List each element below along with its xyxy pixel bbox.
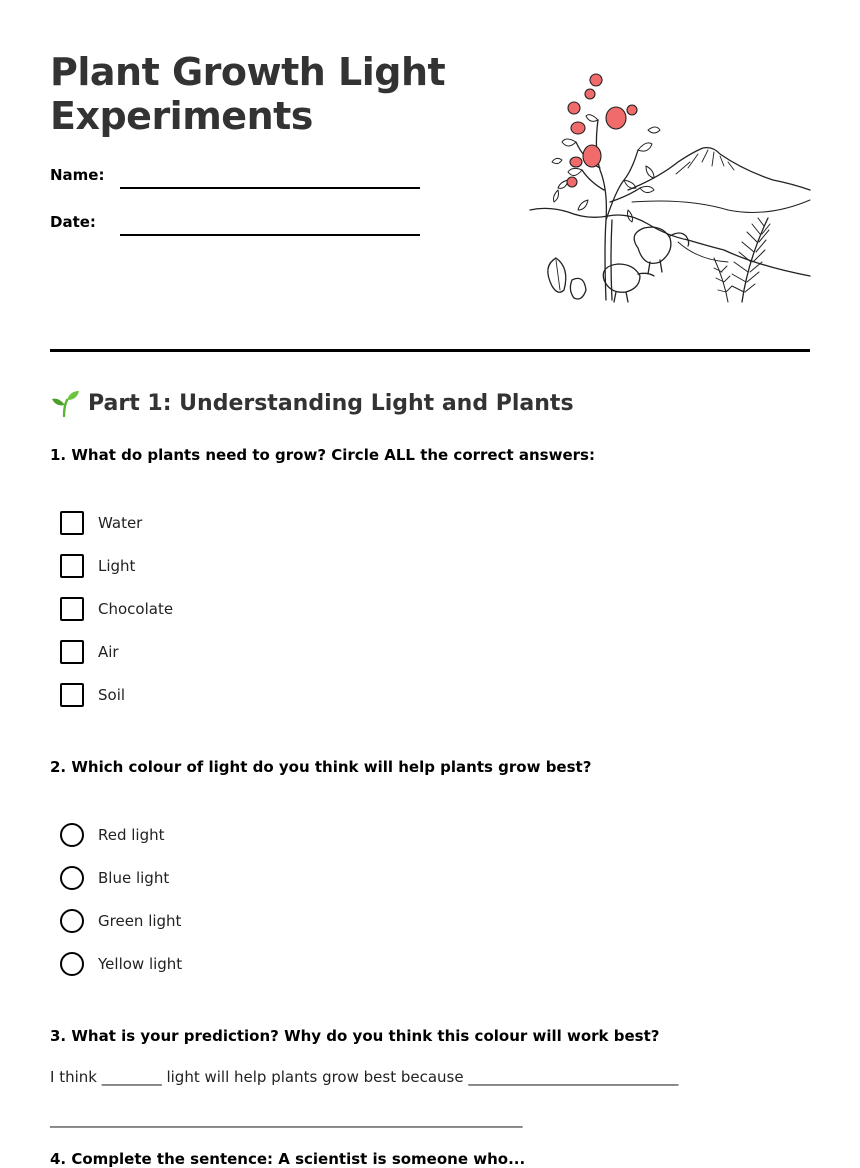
q1-option-water[interactable]: Water xyxy=(60,511,142,535)
q1-option-soil[interactable]: Soil xyxy=(60,683,125,707)
name-field[interactable] xyxy=(120,187,420,189)
q2-option-yellow[interactable]: Yellow light xyxy=(60,952,182,976)
part1-title: Part 1: Understanding Light and Plants xyxy=(88,390,574,416)
prediction-answer-line[interactable]: _______________________________________________________________ xyxy=(50,1110,523,1128)
question-1: 1. What do plants need to grow? Circle ALL the correct answers: xyxy=(50,446,595,464)
checkbox[interactable] xyxy=(60,640,84,664)
radio-button[interactable] xyxy=(60,823,84,847)
q1-option-air[interactable]: Air xyxy=(60,640,119,664)
date-field[interactable] xyxy=(120,234,420,236)
question-3: 3. What is your prediction? Why do you think this colour will work best? xyxy=(50,1027,660,1045)
question-2: 2. Which colour of light do you think will help plants grow best? xyxy=(50,758,592,776)
name-label: Name: xyxy=(50,166,105,184)
date-label: Date: xyxy=(50,213,96,231)
radio-button[interactable] xyxy=(60,909,84,933)
q2-option-red[interactable]: Red light xyxy=(60,823,165,847)
prediction-sentence[interactable]: I think ________ light will help plants grow best because ____________________________ xyxy=(50,1068,679,1086)
question-4-partial: 4. Complete the sentence: A scientist is someone who... xyxy=(50,1150,526,1168)
worksheet-title: Plant Growth Light Experiments xyxy=(50,50,446,138)
q2-option-green[interactable]: Green light xyxy=(60,909,181,933)
section-divider xyxy=(50,349,810,352)
sprout-icon xyxy=(50,388,80,418)
checkbox[interactable] xyxy=(60,683,84,707)
checkbox[interactable] xyxy=(60,597,84,621)
q1-option-light[interactable]: Light xyxy=(60,554,135,578)
checkbox[interactable] xyxy=(60,554,84,578)
part1-heading xyxy=(50,388,574,418)
checkbox[interactable] xyxy=(60,511,84,535)
q2-option-blue[interactable]: Blue light xyxy=(60,866,169,890)
radio-button[interactable] xyxy=(60,866,84,890)
nature-illustration xyxy=(528,70,812,306)
radio-button[interactable] xyxy=(60,952,84,976)
q1-option-chocolate[interactable]: Chocolate xyxy=(60,597,173,621)
